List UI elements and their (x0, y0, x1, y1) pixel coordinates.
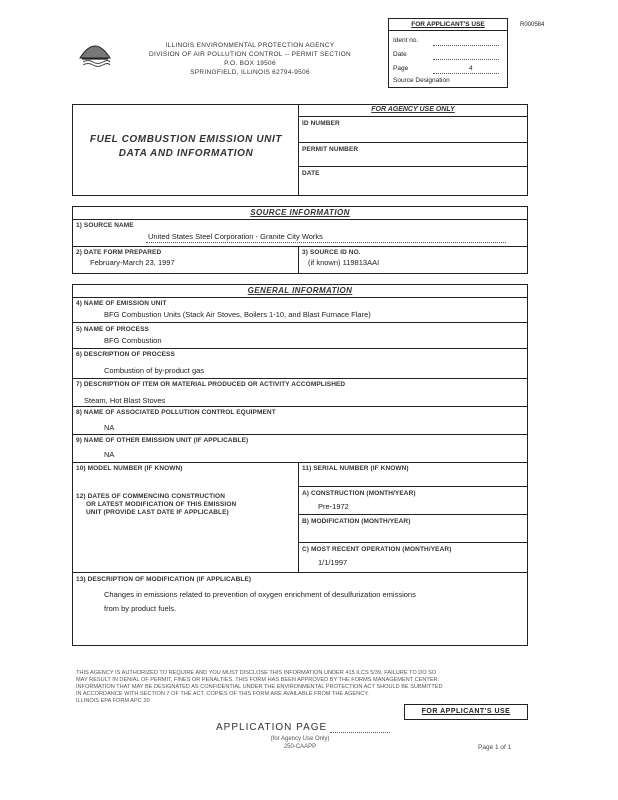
corner-code: R000584 (520, 22, 545, 28)
q8-value: NA (104, 423, 115, 432)
q10-label: 10) MODEL NUMBER (IF KNOWN) (76, 465, 183, 472)
q5-label: 5) NAME OF PROCESS (76, 326, 149, 333)
q4-value: BFG Combustion Units (Stack Air Stoves, Boilers 1-10, and Blast Furnace Flare) (104, 310, 371, 319)
q12-label-line3: UNIT (PROVIDE LAST DATE IF APPLICABLE) (86, 509, 229, 516)
source-name-label: 1) SOURCE NAME (76, 222, 134, 229)
q7-value: Steam, Hot Blast Stoves (84, 396, 166, 405)
q13-value-line2: from by product fuels. (104, 604, 177, 613)
q12c-label: C) MOST RECENT OPERATION (MONTH/YEAR) (302, 546, 452, 553)
q9-label: 9) NAME OF OTHER EMISSION UNIT (IF APPLICABLE) (76, 437, 249, 444)
q9-value: NA (104, 450, 115, 459)
q12c-value: 1/1/1997 (318, 558, 348, 567)
q13-value-line1: Changes in emissions related to prevention of oxygen enrichment of desulfurization emissions (104, 590, 416, 599)
q12a-label: A) CONSTRUCTION (MONTH/YEAR) (302, 490, 416, 497)
agency-name: ILLINOIS ENVIRONMENTAL PROTECTION AGENCY (165, 42, 335, 49)
footnote-line3: INFORMATION THAT MAY BE DESIGNATED AS CONFIDENTIAL UNDER THE ENVIRONMENTAL PROTECTION ACT SHOULD BE SUBMITTED (76, 684, 443, 690)
permit-number-label: PERMIT NUMBER (302, 146, 359, 153)
agency-city: SPRINGFIELD, ILLINOIS 62794-9506 (190, 69, 310, 76)
footnote-line1: THIS AGENCY IS AUTHORIZED TO REQUIRE AND YOU MUST DISCLOSE THIS INFORMATION UNDER 415 ILCS 5/39. FAILURE TO DO SO (76, 670, 437, 676)
for-agency-use-title: FOR AGENCY USE ONLY (371, 106, 455, 113)
ident-label: Ident no. (393, 37, 419, 44)
date-label: Date (393, 51, 407, 58)
source-designation-label: Source Designation (393, 77, 450, 84)
date-form-label: 2) DATE FORM PREPARED (76, 249, 162, 256)
footnote-line5: ILLINOIS EPA FORM APC 20 (76, 698, 150, 704)
illinois-epa-logo (78, 38, 112, 68)
date-form-value: February-March 23, 1997 (90, 258, 175, 267)
q7-label: 7) DESCRIPTION OF ITEM OR MATERIAL PRODUCED OR ACTIVITY ACCOMPLISHED (76, 381, 346, 388)
q13-label: 13) DESCRIPTION OF MODIFICATION (IF APPLICABLE) (76, 576, 252, 583)
general-information-title: GENERAL INFORMATION (247, 286, 353, 295)
applicant-use-title: FOR APPLICANT'S USE (389, 19, 507, 31)
agency-pobox: P.O. BOX 19506 (224, 60, 276, 67)
application-page-sub1: (for Agency Use Only) (270, 736, 330, 742)
application-page-sub2: 250-CAAPP (283, 744, 317, 750)
q8-label: 8) NAME OF ASSOCIATED POLLUTION CONTROL EQUIPMENT (76, 409, 276, 416)
id-number-label: ID NUMBER (302, 120, 340, 127)
source-id-label: 3) SOURCE ID NO. (302, 249, 361, 256)
form-title-line1: FUEL COMBUSTION EMISSION UNIT (89, 134, 283, 145)
footnote-line2: MAY RESULT IN DENIAL OF PERMIT, FINES OR PENALTIES. THIS FORM HAS BEEN APPROVED BY THE FORMS MANAGEMENT CENTER. (76, 677, 440, 683)
source-name-value: United States Steel Corporation - Granite City Works (148, 232, 323, 241)
q12-label-line2: OR LATEST MODIFICATION OF THIS EMISSION (86, 501, 237, 508)
footnote-line4: IN ACCORDANCE WITH SECTION 7 OF THE ACT. COPIES OF THIS FORM ARE AVAILABLE FROM THE AGENCY. (76, 691, 369, 697)
applicant-use-box (388, 18, 508, 88)
source-id-value: (if known) 119813AAI (308, 258, 380, 267)
q6-label: 6) DESCRIPTION OF PROCESS (76, 351, 175, 358)
application-page-label: APPLICATION PAGE (216, 722, 328, 733)
agency-date-label: DATE (302, 170, 320, 177)
agency-division: DIVISION OF AIR POLLUTION CONTROL -- PERMIT SECTION (148, 51, 352, 58)
q12-label-line1: 12) DATES OF COMMENCING CONSTRUCTION (76, 493, 226, 500)
page-number: Page 1 of 1 (478, 744, 512, 751)
bottom-stamp-text: FOR APPLICANT'S USE (421, 708, 511, 715)
bottom-stamp-box (404, 704, 528, 720)
page-label: Page (393, 65, 409, 72)
source-information-title: SOURCE INFORMATION (250, 208, 350, 217)
form-title-line2: DATA AND INFORMATION (118, 148, 254, 159)
q5-value: BFG Combustion (104, 336, 162, 345)
q6-value: Combustion of by-product gas (104, 366, 205, 375)
q11-label: 11) SERIAL NUMBER (IF KNOWN) (302, 465, 409, 472)
q4-label: 4) NAME OF EMISSION UNIT (76, 300, 167, 307)
q12b-label: B) MODIFICATION (MONTH/YEAR) (302, 518, 411, 525)
q12a-value: Pre-1972 (318, 502, 349, 511)
page-value: 4 (469, 65, 473, 72)
